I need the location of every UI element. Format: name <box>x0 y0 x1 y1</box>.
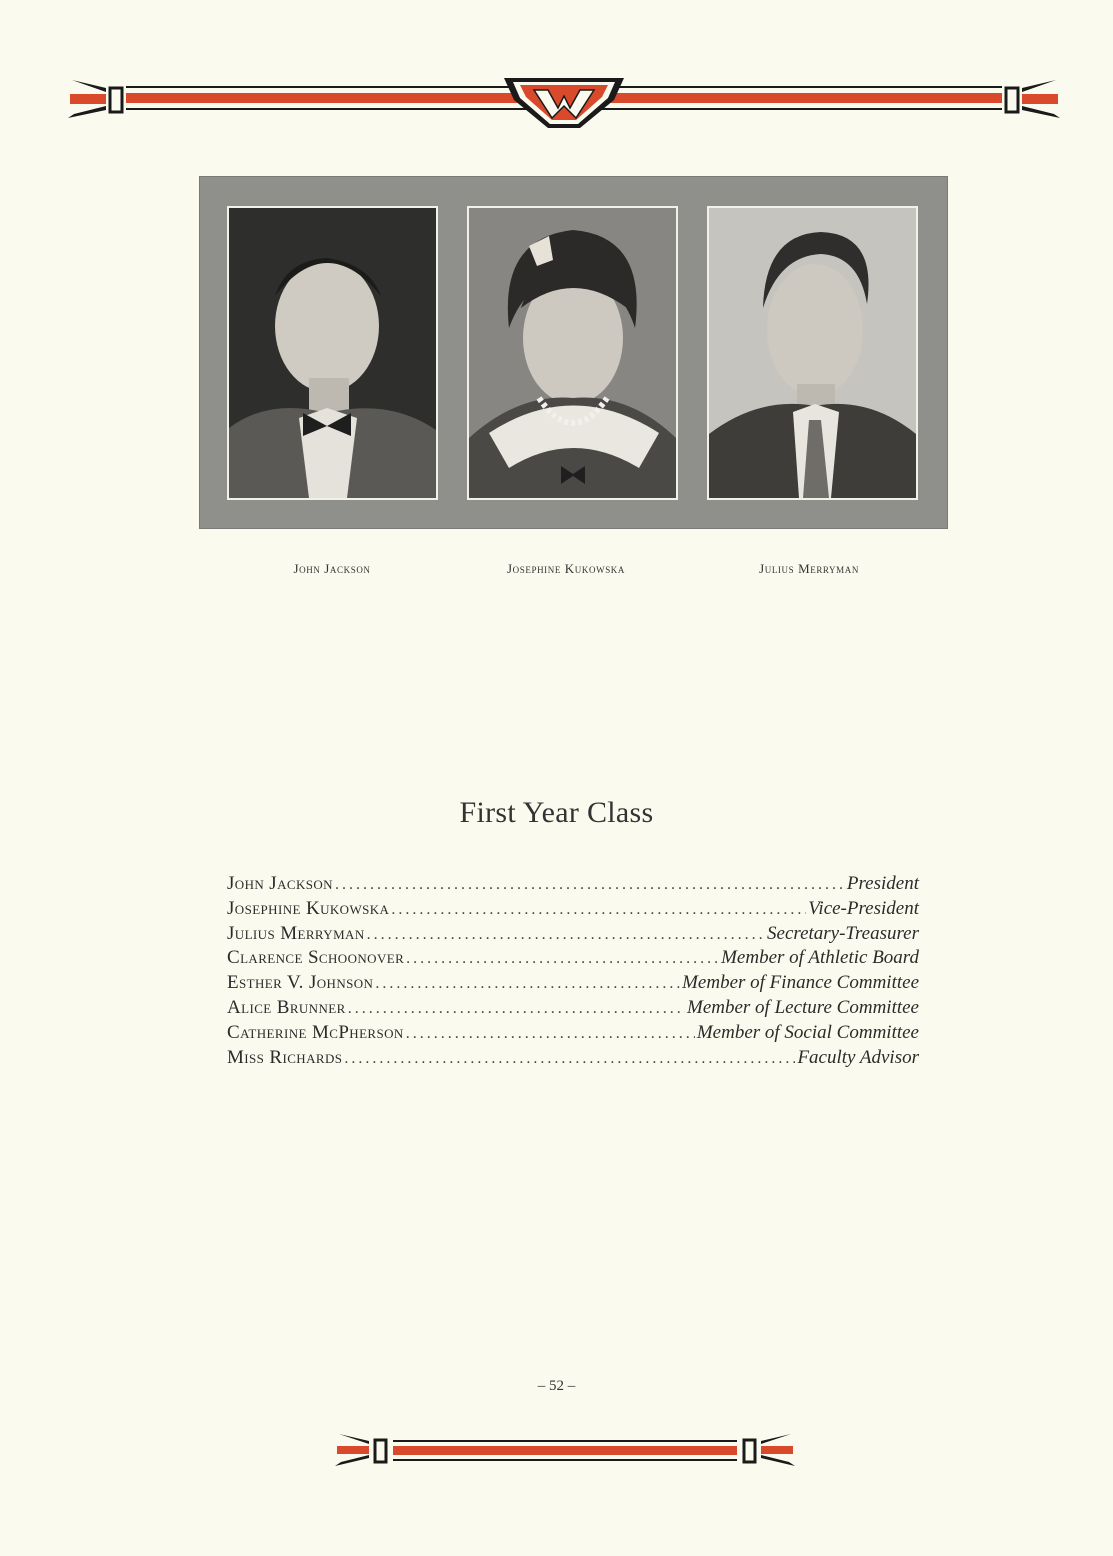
roster-row <box>227 996 919 1021</box>
portrait-caption: Josephine Kukowska <box>507 561 625 576</box>
leader-dots <box>406 1022 695 1047</box>
officer-name: Alice Brunner <box>227 996 346 1018</box>
photo-panel <box>199 176 948 529</box>
page-number: – 52 – <box>537 1378 576 1394</box>
roster-row <box>227 922 919 947</box>
roster-row <box>227 897 919 922</box>
officer-role: Faculty Advisor <box>797 1046 919 1068</box>
officer-name: Miss Richards <box>227 1046 343 1068</box>
officer-name: Josephine Kukowska <box>227 897 390 919</box>
w-monogram-crest-icon <box>68 70 1060 132</box>
leader-dots <box>391 898 806 923</box>
portrait-caption: John Jackson <box>293 561 371 576</box>
portrait-photo-icon <box>707 206 918 500</box>
roster-row <box>227 872 919 897</box>
page-title: First Year Class <box>459 796 654 829</box>
leader-dots <box>375 972 680 997</box>
roster-row <box>227 1021 919 1046</box>
officer-name: Julius Merryman <box>227 922 365 944</box>
officer-name: Esther V. Johnson <box>227 972 374 994</box>
officer-role: President <box>846 873 919 894</box>
leader-dots <box>406 947 719 972</box>
officer-role: Secretary-Treasurer <box>767 922 919 944</box>
officer-name: John Jackson <box>227 873 333 894</box>
portrait-photo-icon <box>467 206 678 500</box>
officer-roster <box>227 872 919 1070</box>
officer-name: Catherine McPherson <box>227 1021 404 1043</box>
roster-row <box>227 1046 919 1071</box>
officer-role: Member of Social Committee <box>696 1021 919 1043</box>
bar-ornament-icon <box>335 1428 795 1474</box>
leader-dots <box>348 997 685 1022</box>
leader-dots <box>367 923 765 948</box>
portrait-photo-icon <box>227 206 438 500</box>
officer-role: Member of Athletic Board <box>721 947 919 969</box>
officer-role: Member of Lecture Committee <box>687 996 919 1018</box>
leader-dots <box>344 1047 795 1072</box>
officer-role: Member of Finance Committee <box>682 972 919 994</box>
officer-role: Vice-President <box>808 897 919 919</box>
officer-name: Clarence Schoonover <box>227 947 405 969</box>
roster-row <box>227 946 919 971</box>
portrait-caption: Julius Merryman <box>759 561 859 576</box>
roster-row <box>227 971 919 996</box>
leader-dots <box>335 873 845 898</box>
